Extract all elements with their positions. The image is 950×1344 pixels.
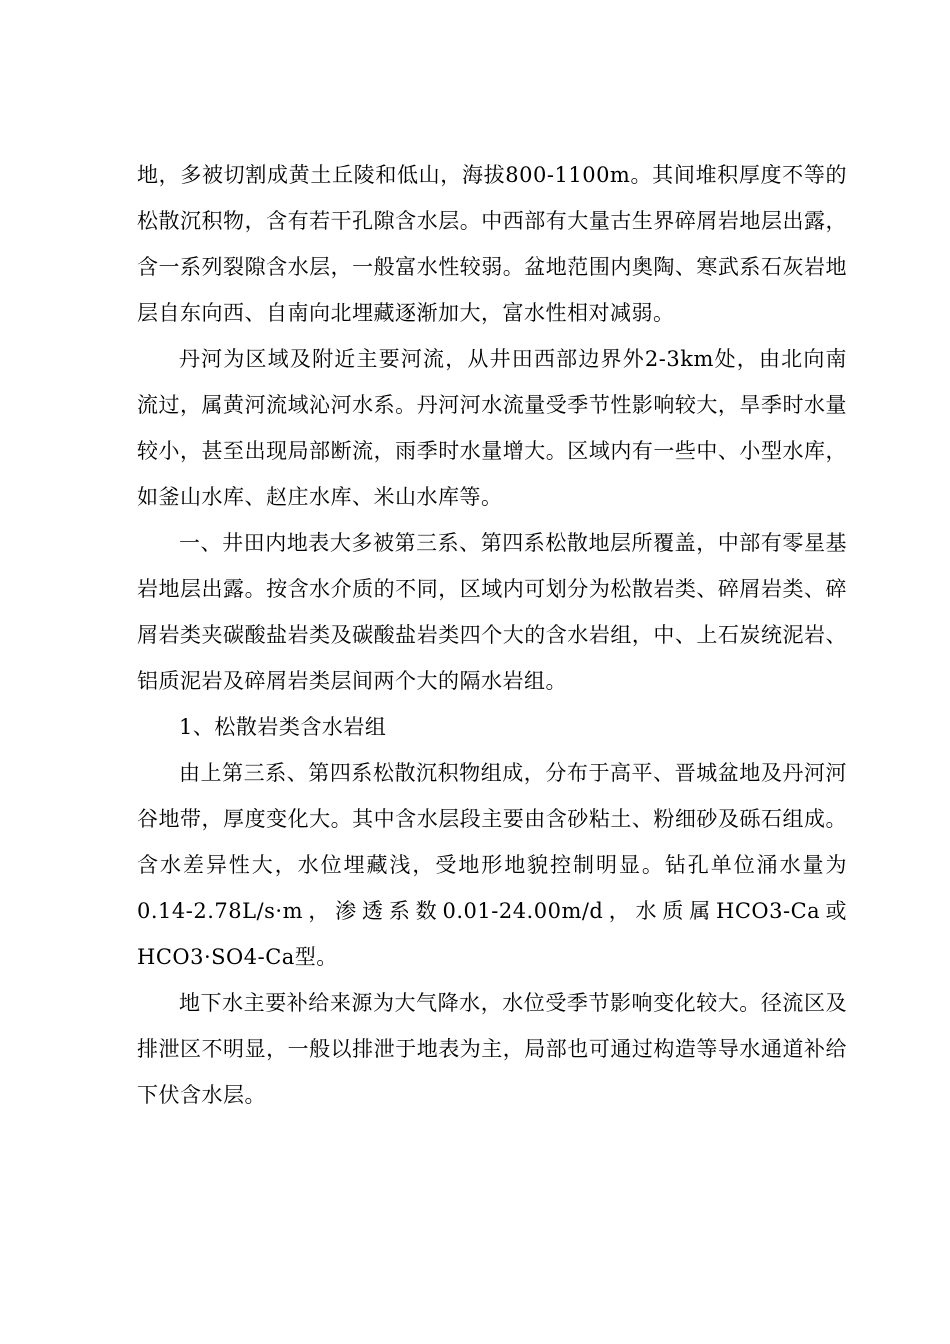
paragraph-2: 丹河为区域及附近主要河流，从井田西部边界外2-3km处，由北向南流过，属黄河流域沁河水系。丹河河水流量受季节性影响较大，旱季时水量较小，甚至出现局部断流，雨季时水量增大。区域内有一些中、小型水库，如釜山水库、赵庄水库、米山水库等。 — [137, 347, 847, 509]
paragraph-1: 地，多被切割成黄土丘陵和低山，海拔800-1100m。其间堆积厚度不等的松散沉积物，含有若干孔隙含水层。中西部有大量古生界碎屑岩地层出露，含一系列裂隙含水层，一般富水性较弱。盆地范围内奥陶、寒武系石灰岩地层自东向西、自南向北埋藏逐渐加大，富水性相对减弱。 — [137, 163, 847, 325]
section-heading: 1、松散岩类含水岩组 — [179, 715, 387, 739]
paragraph-5: 由上第三系、第四系松散沉积物组成，分布于高平、晋城盆地及丹河河谷地带，厚度变化大。其中含水层段主要由含砂粘土、粉细砂及砾石组成。含水差异性大，水位埋藏浅，受地形地貌控制明显。钻孔单位涌水量为0.14-2.78L/s·m，渗透系数0.01-24.00m/d，水质属HCO3-Ca或HCO3·SO4-Ca型。 — [137, 761, 847, 969]
paragraph-3: 一、井田内地表大多被第三系、第四系松散地层所覆盖，中部有零星基岩地层出露。按含水介质的不同，区域内可划分为松散岩类、碎屑岩类、碎屑岩类夹碳酸盐岩类及碳酸盐岩类四个大的含水岩组，中、上石炭统泥岩、铝质泥岩及碎屑岩类层间两个大的隔水岩组。 — [137, 531, 847, 693]
paragraph-6: 地下水主要补给来源为大气降水，水位受季节影响变化较大。径流区及排泄区不明显，一般以排泄于地表为主，局部也可通过构造等导水通道补给下伏含水层。 — [137, 991, 847, 1107]
document-body — [137, 152, 847, 1118]
